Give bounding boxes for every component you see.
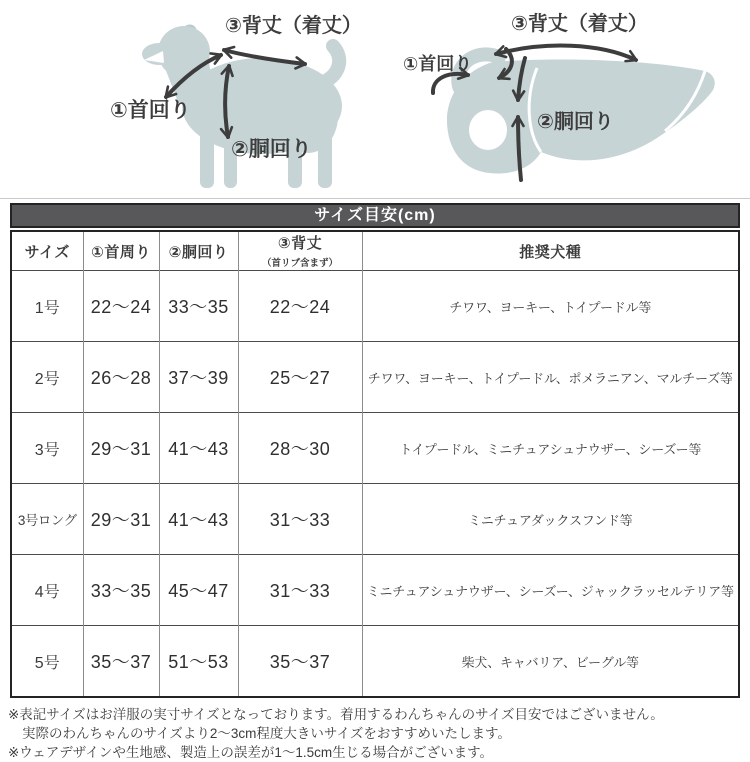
- back-length-label: ③背丈（着丈）: [225, 15, 362, 37]
- cell-size: 3号: [11, 413, 83, 484]
- cell-breeds: ミニチュアシュナウザー、シーズー、ジャックラッセルテリア等: [362, 555, 739, 626]
- garment-illustration: [375, 0, 750, 198]
- cell-size: 2号: [11, 342, 83, 413]
- leg-hole: [469, 110, 507, 150]
- table-row: [11, 484, 739, 555]
- footnote-line: ※表記サイズはお洋服の実寸サイズとなっております。着用するわんちゃんのサイズ目安ではございません。: [8, 707, 664, 722]
- header-row: [11, 231, 739, 271]
- cell-breeds: ミニチュアダックスフンド等: [362, 484, 739, 555]
- cell-size: 4号: [11, 555, 83, 626]
- cell-neck: 29〜31: [83, 413, 159, 484]
- footnotes: [8, 705, 742, 762]
- cell-back: 35〜37: [238, 626, 362, 698]
- cell-girth: 41〜43: [159, 413, 238, 484]
- footnote-line: 実際のわんちゃんのサイズより2〜3cm程度大きいサイズをおすすめいたします。: [22, 726, 511, 742]
- col-header-girth: ②胴回り: [159, 231, 238, 271]
- col-header-size: サイズ: [11, 231, 83, 271]
- col-header-neck: ①首周り: [83, 231, 159, 271]
- cell-breeds: 柴犬、キャバリア、ビーグル等: [362, 626, 739, 698]
- body-girth-label: ②胴回り: [537, 111, 614, 133]
- cell-back: 28〜30: [238, 413, 362, 484]
- neck-girth-label: ①首回り: [403, 54, 473, 74]
- cell-back: 31〜33: [238, 555, 362, 626]
- neck-girth-label: ①首回り: [110, 99, 191, 122]
- cell-girth: 33〜35: [159, 271, 238, 342]
- cell-girth: 51〜53: [159, 626, 238, 698]
- cell-back: 25〜27: [238, 342, 362, 413]
- measurement-diagram: [0, 0, 750, 198]
- cell-neck: 29〜31: [83, 484, 159, 555]
- size-table: [10, 230, 740, 698]
- cell-back: 31〜33: [238, 484, 362, 555]
- table-row: [11, 271, 739, 342]
- cell-size: 3号ロング: [11, 484, 83, 555]
- table-row: [11, 413, 739, 484]
- table-row: [11, 342, 739, 413]
- cell-girth: 41〜43: [159, 484, 238, 555]
- back-length-label: ③背丈（着丈）: [511, 13, 648, 35]
- body-girth-label: ②胴回り: [231, 138, 312, 161]
- cell-girth: 37〜39: [159, 342, 238, 413]
- col-header-back: ③背丈（首リブ含まず）: [238, 231, 362, 271]
- cell-breeds: チワワ、ヨーキー、トイプードル、ポメラニアン、マルチーズ等: [362, 342, 739, 413]
- cell-neck: 33〜35: [83, 555, 159, 626]
- dog-illustration: [0, 0, 375, 198]
- cell-back: 22〜24: [238, 271, 362, 342]
- cell-neck: 35〜37: [83, 626, 159, 698]
- cell-neck: 26〜28: [83, 342, 159, 413]
- table-title: サイズ目安(cm): [10, 203, 740, 228]
- table-row: [11, 555, 739, 626]
- cell-neck: 22〜24: [83, 271, 159, 342]
- footnote-line: ※ウェアデザインや生地感、製造上の誤差が1〜1.5cm生じる場合がございます。: [8, 745, 494, 761]
- dog-tail: [324, 46, 339, 82]
- cell-size: 1号: [11, 271, 83, 342]
- size-table-section: [10, 203, 740, 698]
- back-measure-arrow: [496, 46, 636, 60]
- cell-breeds: チワワ、ヨーキー、トイプードル等: [362, 271, 739, 342]
- cell-girth: 45〜47: [159, 555, 238, 626]
- cell-size: 5号: [11, 626, 83, 698]
- col-header-breeds: 推奨犬種: [362, 231, 739, 271]
- section-divider: [0, 198, 750, 199]
- table-row: [11, 626, 739, 698]
- cell-breeds: トイプードル、ミニチュアシュナウザー、シーズー等: [362, 413, 739, 484]
- col-header-back-note: （首リブ含まず）: [261, 258, 338, 269]
